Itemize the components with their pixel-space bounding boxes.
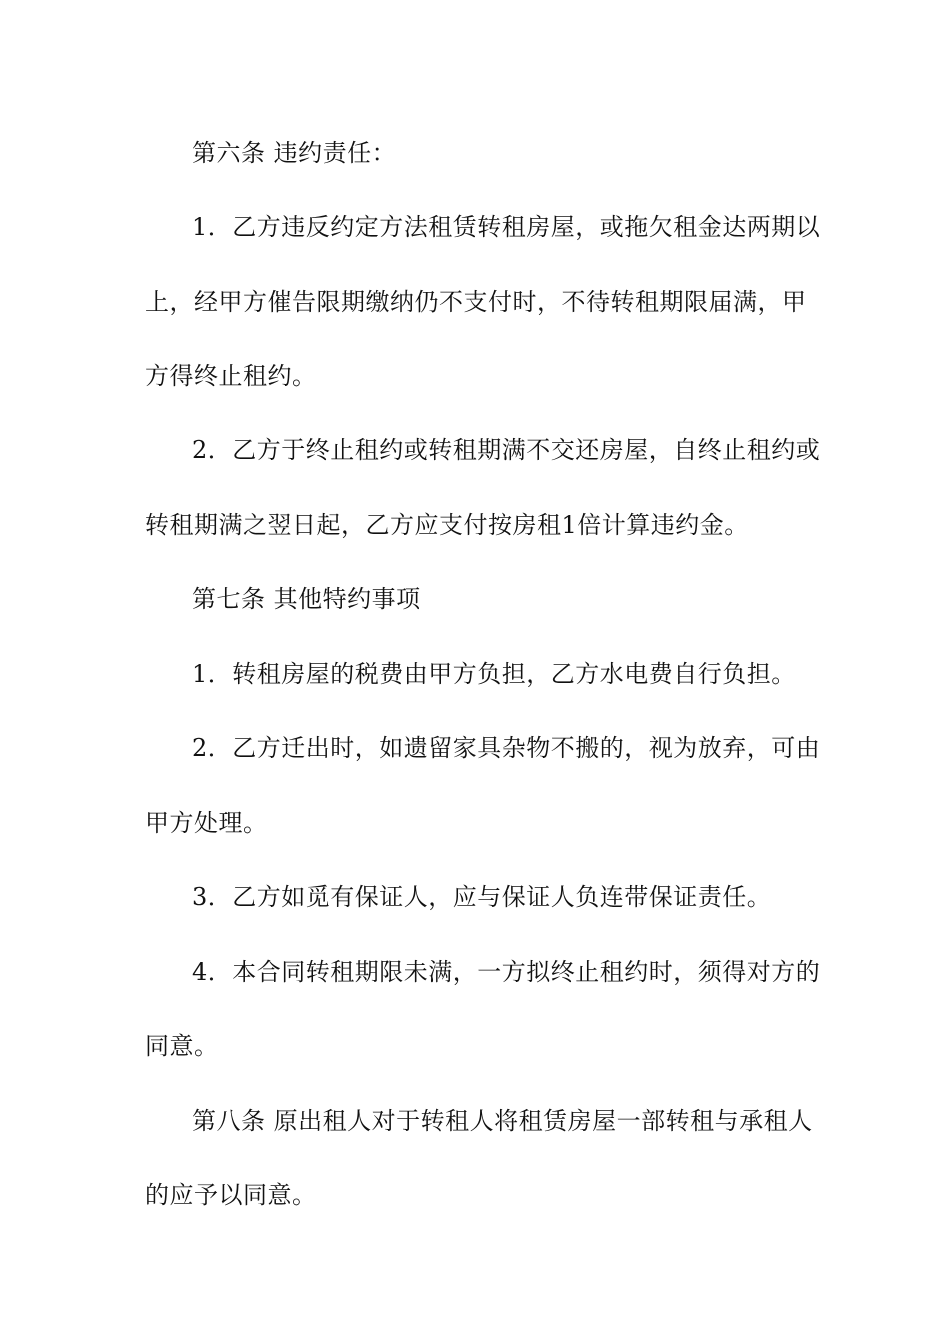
article-6-clause-1-line-1: 1．乙方违反约定方法租赁转租房屋，或拖欠租金达两期以 [192, 213, 821, 241]
article-6-clause-2-line-2: 转租期满之翌日起，乙方应支付按房租1倍计算违约金。 [145, 511, 749, 539]
article-7-clause-2-line-1: 2．乙方迁出时，如遗留家具杂物不搬的，视为放弃，可由 [192, 734, 821, 762]
article-7-clause-2-line-2: 甲方处理。 [145, 809, 268, 837]
article-7-clause-4-line-1: 4．本合同转租期限未满，一方拟终止租约时，须得对方的 [192, 958, 821, 986]
article-6-clause-1-line-3: 方得终止租约。 [145, 362, 317, 390]
article-8-line-1: 第八条 原出租人对于转租人将租赁房屋一部转租与承租人 [192, 1107, 813, 1135]
article-7-heading: 第七条 其他特约事项 [192, 585, 421, 613]
article-8-line-2: 的应予以同意。 [145, 1181, 317, 1209]
article-6-clause-1-line-2: 上，经甲方催告限期缴纳仍不支付时，不待转租期限届满，甲 [145, 288, 807, 316]
article-7-clause-3: 3．乙方如觅有保证人，应与保证人负连带保证责任。 [192, 883, 772, 911]
article-6-heading: 第六条 违约责任： [192, 139, 397, 167]
article-6-clause-2-line-1: 2．乙方于终止租约或转租期满不交还房屋，自终止租约或 [192, 436, 821, 464]
article-7-clause-1: 1．转租房屋的税费由甲方负担，乙方水电费自行负担。 [192, 660, 796, 688]
article-7-clause-4-line-2: 同意。 [145, 1032, 219, 1060]
